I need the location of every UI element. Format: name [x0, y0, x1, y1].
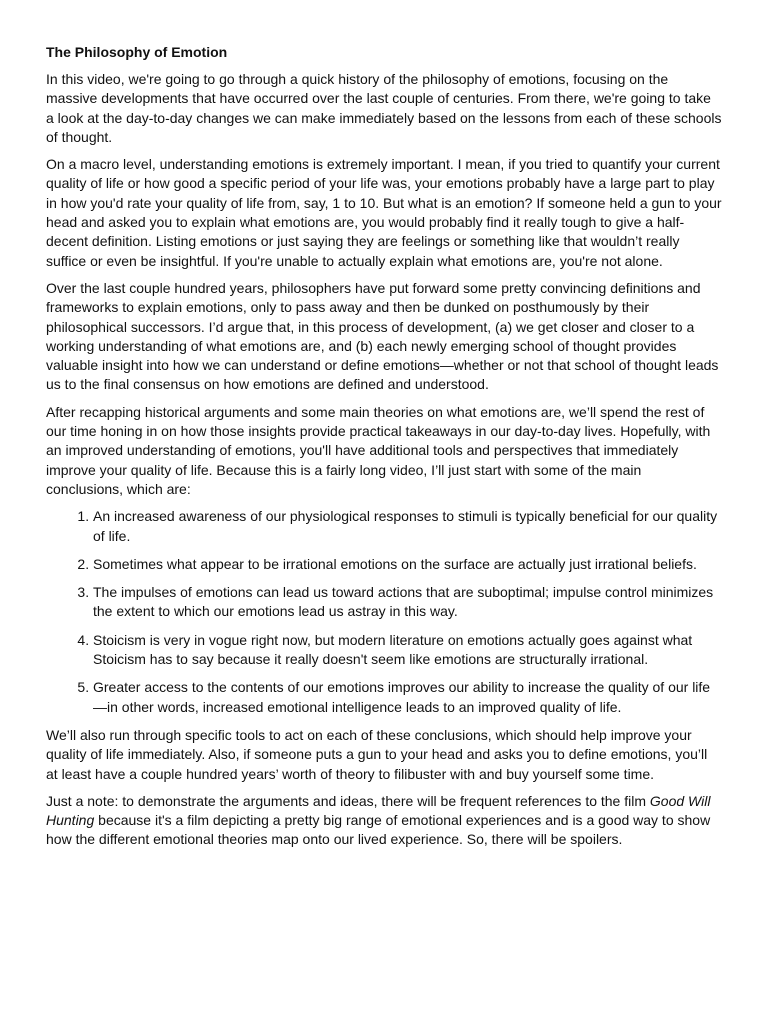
- note-text-before: Just a note: to demonstrate the arguments and ideas, there will be frequent references to the film: [46, 792, 650, 809]
- note-text-after: because it's a film depicting a pretty big range of emotional experiences and is a good way to show how the different emotional theories map onto our lived experience. So, there will be spoilers.: [46, 812, 711, 848]
- conclusion-item: 5. Greater access to the contents of our emotions improves our ability to increase the quality of our life—in other words, increased emotional intelligence leads to an improved quality of life.: [93, 678, 722, 717]
- history-paragraph: Over the last couple hundred years, philosophers have put forward some pretty convincing definitions and frameworks to explain emotions, only to pass away and then be dunked on posthumously by their philosophical successors. I’d argue that, in this process of development, (a) we get closer and closer to a working understanding of what emotions are, and (b) each newly emerging school of thought provides valuable insight into how we can understand or define emotions—whether or not that school of thought leads us to the final consensus on how emotions are defined and understood.: [46, 279, 719, 393]
- film-title: Good Will Hunting: [46, 792, 711, 829]
- macro-level-paragraph: On a macro level, understanding emotions is extremely important. I mean, if you tried to quantify your current quality of life or how good a specific period of your life was, your emotions probably have a large part to play in how you'd rate your quality of life from, say, 1 to 10. But what is an emotion? If someone held a gun to your head and asked you to explain what emotions are, you would probably find it really tough to give a half-decent definition. Listing emotions or just saying they are feelings or something like that wouldn’t really suffice or even be insightful. If you're unable to actually explain what emotions are, you're not alone.: [46, 156, 722, 269]
- tools-paragraph: We’ll also run through specific tools to act on each of these conclusions, which should help improve your quality of life immediately. Also, if someone puts a gun to your head and asks you to define emotions, you’ll at least have a couple hundred years’ worth of theory to filibuster with and buy yourself some time.: [46, 726, 708, 782]
- document-title: The Philosophy of Emotion: [46, 44, 228, 60]
- conclusion-item: 3. The impulses of emotions can lead us toward actions that are suboptimal; impulse control minimizes the extent to which our emotions lead us astray in this way.: [93, 583, 722, 622]
- conclusions-list: [46, 507, 722, 717]
- conclusion-item: 4. Stoicism is very in vogue right now, but modern literature on emotions actually goes against what Stoicism has to say because it really doesn't seem like emotions are structurally irrational.: [93, 631, 722, 670]
- conclusion-item: 2. Sometimes what appear to be irrational emotions on the surface are actually just irrational beliefs.: [93, 555, 722, 574]
- conclusion-item: 1. An increased awareness of our physiological responses to stimuli is typically beneficial for our quality of life.: [93, 507, 722, 546]
- intro-paragraph: In this video, we're going to go through a quick history of the philosophy of emotions, focusing on the massive developments that have occurred over the last couple of centuries. From there, we're going to take a look at the day-to-day changes we can make immediately based on the lessons from each of these schools of thought.: [46, 71, 722, 145]
- recap-paragraph: After recapping historical arguments and some main theories on what emotions are, we’ll spend the rest of our time honing in on how those insights provide practical takeaways in our day-to-day lives. Hopefully, with an improved understanding of emotions, you'll have additional tools and perspectives that immediately improve your quality of life. Because this is a fairly long video, I’ll just start with some of the main conclusions, which are:: [46, 403, 711, 497]
- spoiler-note-paragraph: [46, 792, 722, 850]
